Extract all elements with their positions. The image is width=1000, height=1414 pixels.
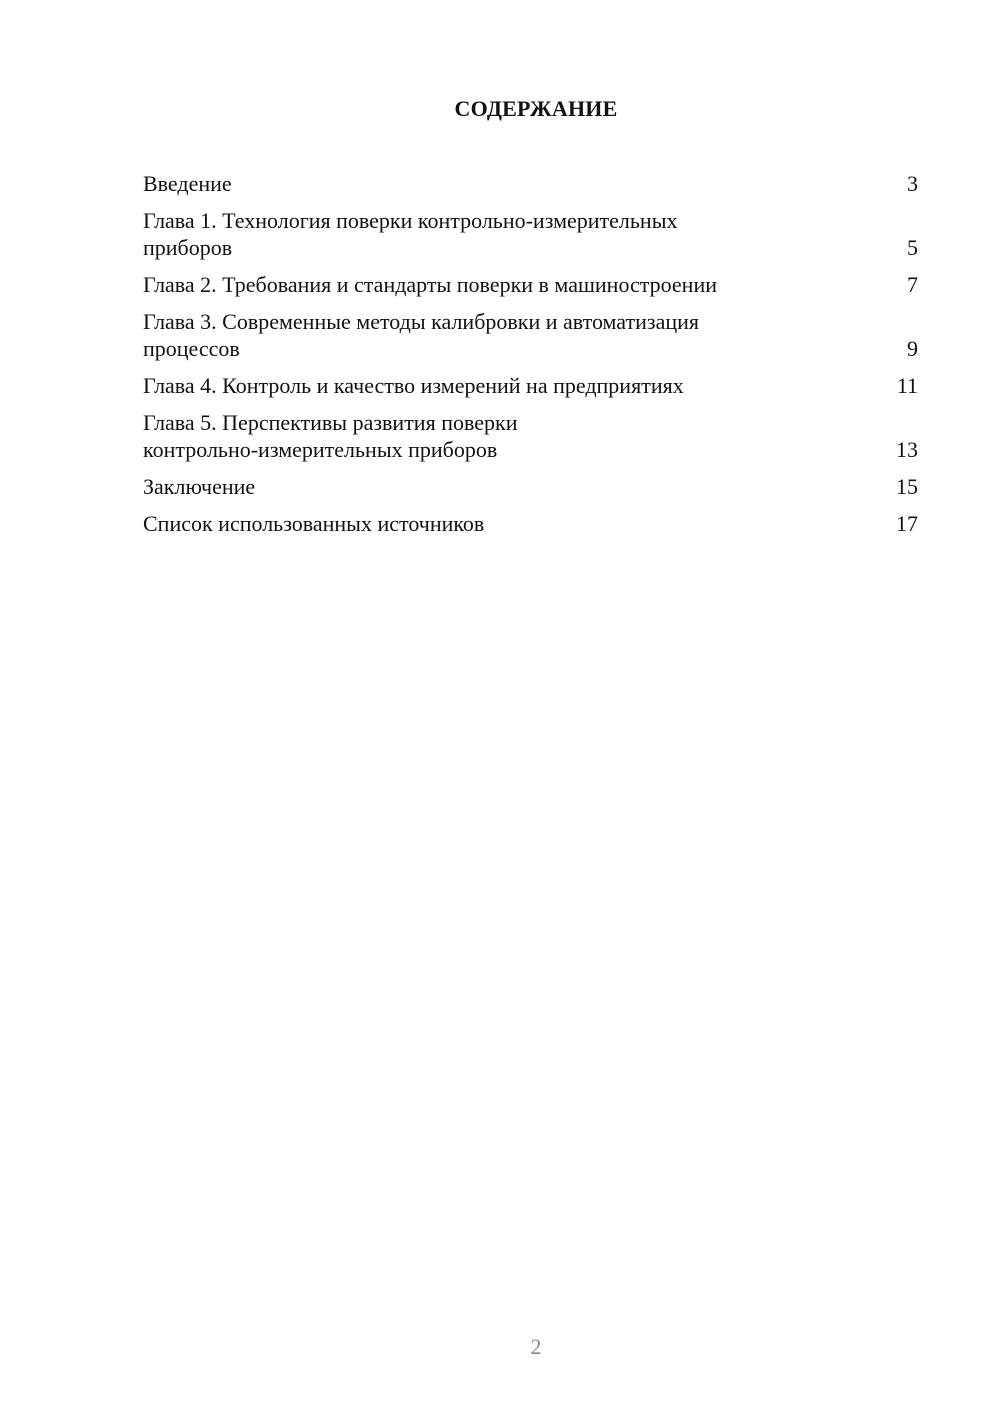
toc-entry-title: Глава 3. Современные методы калибровки и автоматизация процессов — [143, 309, 699, 361]
toc-entry-chapter-4[interactable] — [143, 372, 918, 399]
toc-entry-page: 5 — [907, 235, 918, 260]
page-title: СОДЕРЖАНИЕ — [454, 96, 618, 121]
toc-entry-chapter-5[interactable] — [143, 409, 918, 463]
toc-entry-references[interactable] — [143, 510, 918, 537]
toc-entry-page: 13 — [896, 437, 918, 462]
toc-entry-conclusion[interactable] — [143, 473, 918, 500]
toc-entry-page: 9 — [907, 336, 918, 361]
toc-entry-title: Глава 4. Контроль и качество измерений на предприятиях — [143, 373, 684, 398]
toc-entry-page: 7 — [907, 272, 918, 297]
toc-entry-chapter-3[interactable] — [143, 308, 918, 362]
toc-entry-page: 15 — [896, 474, 918, 499]
page-number: 2 — [530, 1334, 542, 1359]
toc-entry-chapter-1[interactable] — [143, 207, 918, 261]
toc-entry-title: Список использованных источников — [143, 511, 485, 536]
toc-entry-title: Глава 2. Требования и стандарты поверки в машиностроении — [143, 272, 717, 297]
toc-entry-title: Глава 5. Перспективы развития поверки контрольно-измерительных приборов — [143, 410, 518, 462]
toc-entry-introduction[interactable] — [143, 170, 918, 197]
toc-entry-title: Введение — [143, 171, 232, 196]
toc-entry-title: Глава 1. Технология поверки контрольно-измерительных приборов — [143, 208, 678, 260]
toc-entry-page: 3 — [907, 171, 918, 196]
toc-entry-title: Заключение — [143, 474, 256, 499]
table-of-contents — [143, 170, 918, 547]
toc-entry-chapter-2[interactable] — [143, 271, 918, 298]
toc-entry-page: 11 — [896, 373, 918, 398]
toc-entry-page: 17 — [896, 511, 918, 536]
